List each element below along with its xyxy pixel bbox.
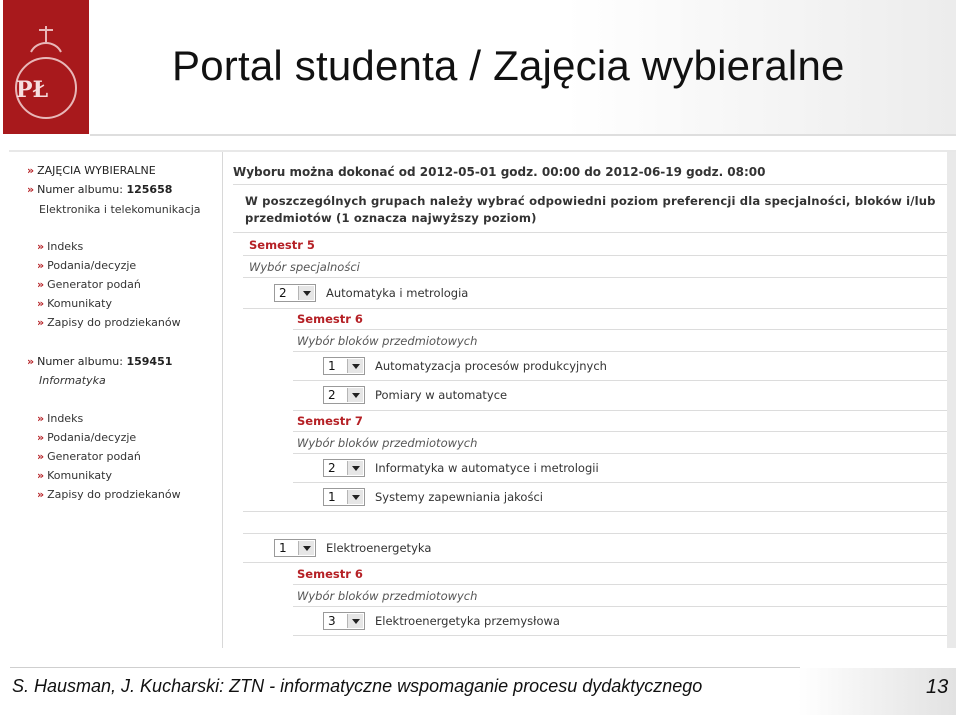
block-choice-heading: Wybór bloków przedmiotowych [297, 436, 478, 450]
divider [293, 431, 947, 432]
divider [293, 410, 947, 411]
divider [293, 482, 947, 483]
sidebar-link-komunikaty-2[interactable] [37, 469, 112, 482]
specialization-label: Automatyka i metrologia [326, 286, 469, 300]
divider [233, 184, 947, 185]
sidebar-header[interactable] [27, 164, 156, 177]
divider [243, 277, 947, 278]
preference-value: 1 [328, 359, 336, 373]
arrow-icon: » [37, 469, 45, 482]
divider [243, 255, 947, 256]
block-label: Informatyka w automatyce i metrologii [375, 461, 599, 475]
preference-value: 2 [279, 286, 287, 300]
arrow-icon: » [37, 297, 45, 310]
sidebar-link-label: Podania/decyzje [47, 259, 137, 272]
album-number: 125658 [126, 183, 173, 196]
album-label: Numer albumu: [37, 183, 123, 196]
preference-select[interactable] [323, 357, 365, 375]
sidebar-link-label: Komunikaty [47, 469, 112, 482]
divider [293, 635, 947, 636]
arrow-icon: » [37, 240, 45, 253]
arrow-icon: » [27, 183, 35, 196]
arrow-icon: » [37, 431, 45, 444]
chevron-down-icon[interactable] [347, 614, 363, 628]
preference-value: 2 [328, 461, 336, 475]
arrow-icon: » [37, 278, 45, 291]
deadline-text: Wyboru można dokonać od 2012-05-01 godz. 00:00 do 2012-06-19 godz. 08:00 [233, 165, 766, 179]
footer-credits: S. Hausman, J. Kucharski: ZTN - informatyczne wspomaganie procesu dydaktycznego [12, 676, 703, 696]
block-label: Elektroenergetyka przemysłowa [375, 614, 560, 628]
divider [233, 232, 947, 233]
album-label: Numer albumu: [37, 355, 123, 368]
preference-row [323, 459, 947, 479]
divider [243, 533, 947, 534]
divider [243, 562, 947, 563]
chevron-down-icon[interactable] [347, 359, 363, 373]
preference-value: 1 [279, 541, 287, 555]
preference-select[interactable] [323, 386, 365, 404]
chevron-down-icon[interactable] [347, 490, 363, 504]
preference-value: 3 [328, 614, 336, 628]
slide-title: Portal studenta / Zajęcia wybieralne [172, 42, 845, 89]
footer-divider [10, 667, 800, 668]
preference-select[interactable] [274, 284, 316, 302]
page-number: 13 [926, 676, 949, 698]
block-label: Pomiary w automatyce [375, 388, 508, 402]
preference-row [274, 284, 947, 304]
preference-row [323, 488, 947, 508]
block-choice-heading: Wybór bloków przedmiotowych [297, 589, 478, 603]
semester-5-heading: Semestr 5 [249, 238, 315, 252]
arrow-icon: » [37, 259, 45, 272]
sidebar-header-label: ZAJĘCIA WYBIERALNE [37, 164, 156, 177]
divider [293, 606, 947, 607]
sidebar-field-2[interactable]: Informatyka [39, 374, 106, 387]
preference-row [274, 539, 947, 559]
sidebar-link-label: Zapisy do prodziekanów [47, 488, 181, 501]
sidebar-link-podania-2[interactable] [37, 431, 136, 444]
sidebar-link-zapisy-1[interactable] [37, 316, 181, 329]
content-right-border [947, 152, 956, 648]
specialization-choice-heading: Wybór specjalności [249, 260, 360, 274]
preference-row [323, 386, 947, 406]
chevron-down-icon[interactable] [298, 541, 314, 555]
sidebar-link-label: Generator podań [47, 278, 141, 291]
sidebar-link-komunikaty-1[interactable] [37, 297, 112, 310]
sidebar [9, 152, 222, 648]
preference-select[interactable] [323, 459, 365, 477]
sidebar-link-label: Podania/decyzje [47, 431, 137, 444]
semester-6-heading: Semestr 6 [297, 312, 363, 326]
chevron-down-icon[interactable] [347, 388, 363, 402]
block-label: Systemy zapewniania jakości [375, 490, 543, 504]
block-choice-heading: Wybór bloków przedmiotowych [297, 334, 478, 348]
sidebar-link-label: Indeks [47, 412, 84, 425]
sidebar-link-indeks-1[interactable] [37, 240, 83, 253]
arrow-icon: » [37, 488, 45, 501]
preference-row [323, 357, 947, 377]
preference-value: 1 [328, 490, 336, 504]
block-label: Automatyzacja procesów produkcyjnych [375, 359, 607, 373]
semester-6-heading: Semestr 6 [297, 567, 363, 581]
semester-7-heading: Semestr 7 [297, 414, 363, 428]
divider [293, 453, 947, 454]
university-logo [3, 0, 89, 134]
portal-screenshot [9, 150, 956, 648]
arrow-icon: » [27, 164, 35, 177]
sidebar-album-1[interactable] [27, 183, 172, 196]
arrow-icon: » [27, 355, 35, 368]
instruction-text: W poszczególnych grupach należy wybrać odpowiedni poziom preferencji dla specjalności, bloków i/lub przedmiotów (1 oznacza najwyższy poziom) [245, 194, 936, 225]
header-divider [90, 134, 956, 136]
sidebar-album-2[interactable] [27, 355, 172, 368]
specialization-label: Elektroenergetyka [326, 541, 432, 555]
preference-value: 2 [328, 388, 336, 402]
divider [243, 308, 947, 309]
preference-select[interactable] [323, 612, 365, 630]
divider [293, 329, 947, 330]
sidebar-link-podania-1[interactable] [37, 259, 136, 272]
divider [243, 511, 947, 512]
chevron-down-icon[interactable] [347, 461, 363, 475]
sidebar-link-indeks-2[interactable] [37, 412, 83, 425]
preference-row [323, 612, 947, 632]
arrow-icon: » [37, 450, 45, 463]
logo-text: PŁ [16, 77, 49, 103]
arrow-icon: » [37, 412, 45, 425]
sidebar-link-generator-2[interactable] [37, 450, 141, 463]
divider [293, 351, 947, 352]
preference-select[interactable] [274, 539, 316, 557]
sidebar-link-generator-1[interactable] [37, 278, 141, 291]
sidebar-field-1[interactable]: Elektronika i telekomunikacja [39, 203, 201, 216]
divider [293, 584, 947, 585]
chevron-down-icon[interactable] [298, 286, 314, 300]
main-content [223, 152, 947, 648]
sidebar-link-label: Generator podań [47, 450, 141, 463]
logo-emblem-icon [3, 0, 89, 134]
divider [293, 380, 947, 381]
preference-select[interactable] [323, 488, 365, 506]
album-number: 159451 [126, 355, 173, 368]
arrow-icon: » [37, 316, 45, 329]
sidebar-link-zapisy-2[interactable] [37, 488, 181, 501]
sidebar-link-label: Zapisy do prodziekanów [47, 316, 181, 329]
sidebar-link-label: Indeks [47, 240, 84, 253]
sidebar-link-label: Komunikaty [47, 297, 112, 310]
